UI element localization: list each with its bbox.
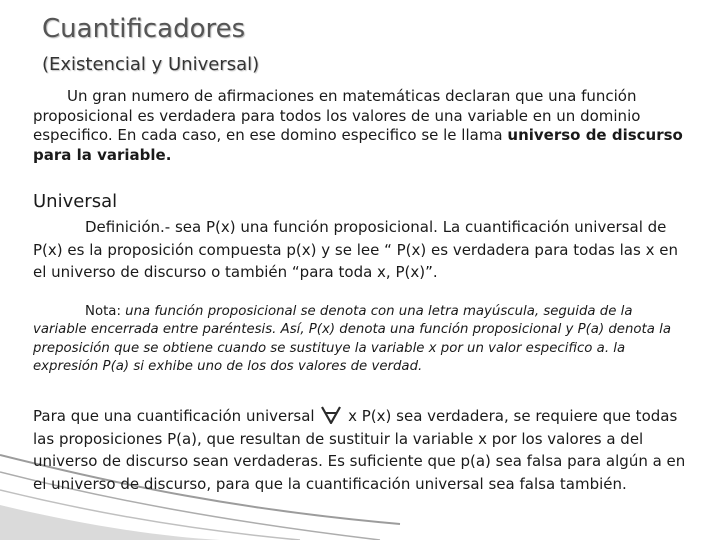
para2-text-before: Para que una cuantificación universal [33, 407, 320, 425]
note-text: una función proposicional se denota con una letra mayúscula, seguida de la variable encerrada entre paréntesis. Así, P(x) denota una función proposicional y P(a) denota la preposición que se obtiene cuando se sustituye la variable x por un valor especifico a. la expresión P(a) si exhibe uno de los dos valores de verdad. [33, 304, 671, 374]
note-label: Nota: [85, 304, 126, 319]
para2-text-after: x P(x) sea verdadera, se requiere que todas las proposiciones P(a), que resultan de sustituir la variable x por los valores a del universo de discurso sean verdaderas. Es suficiente que p(a) sea falsa para algún a en el universo de discurso, para que la cuantificación universal sea falsa también. [33, 407, 686, 493]
intro-paragraph [33, 87, 693, 165]
section-heading-universal: Universal [33, 191, 118, 212]
universal-note [33, 303, 673, 376]
forall-icon [319, 406, 343, 424]
slide-subtitle: (Existencial y Universal) [42, 54, 260, 75]
intro-text: Un gran numero de afirmaciones en matemáticas declaran que una función proposicional es verdadera para todos los valores de una variable en un dominio especifico. En cada caso, en ese domino especifico se le llama [33, 87, 641, 144]
slide-title: Cuantificadores [42, 14, 246, 44]
intro-bold-text: universo de discurso para la variable. [33, 126, 683, 164]
universal-condition-paragraph [33, 405, 693, 495]
definition-text: Definición.- sea P(x) una función proposicional. La cuantificación universal de P(x) es la proposición compuesta p(x) y se lee “ P(x) es verdadera para todas las x en el universo de discurso o también “para toda x, P(x)”. [33, 218, 678, 281]
universal-definition [33, 216, 693, 284]
